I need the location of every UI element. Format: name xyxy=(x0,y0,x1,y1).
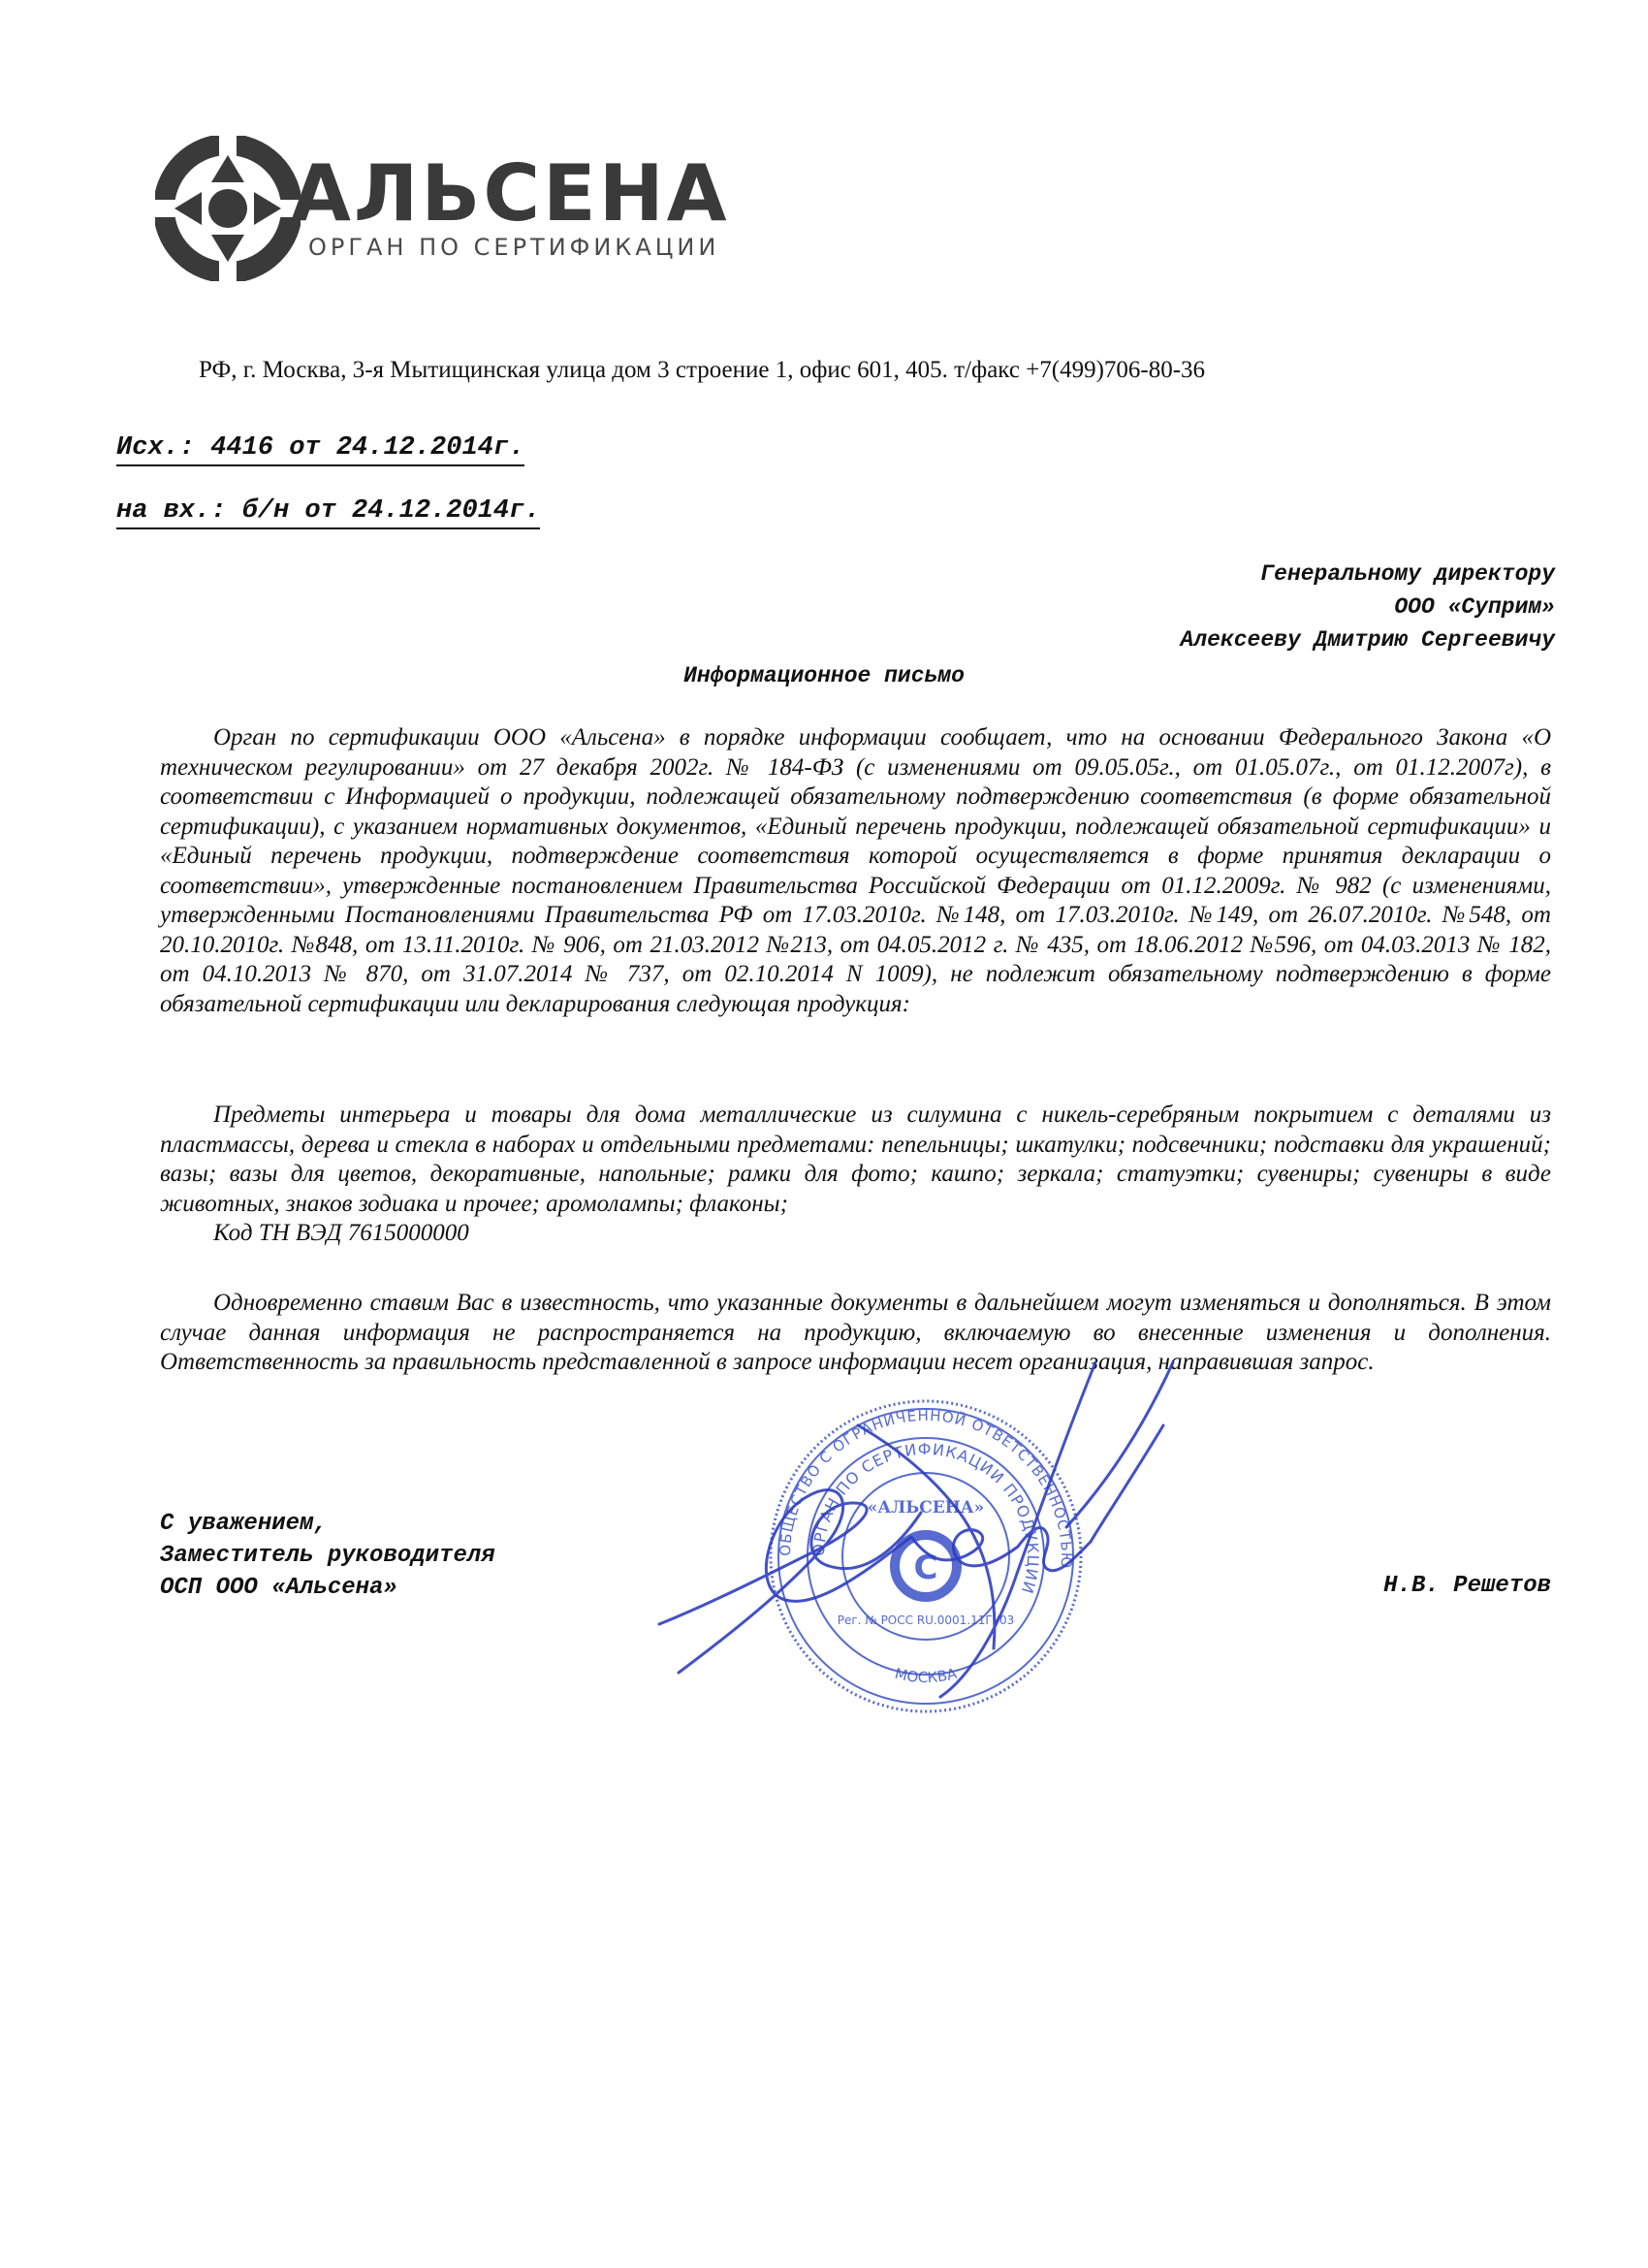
closing-position: Заместитель руководителя xyxy=(160,1543,495,1569)
handwritten-signature xyxy=(650,1358,1192,1707)
company-address: РФ, г. Москва, 3-я Мытищинская улица дом 3 строение 1, офис 601, 405. т/факс +7(499)706-80-36 xyxy=(199,357,1206,383)
alsena-logo-icon xyxy=(155,136,301,281)
closing-organization: ОСП ООО «Альсена» xyxy=(160,1575,397,1601)
stamp-city: МОСКВА xyxy=(893,1664,959,1687)
logo-subtitle: ОРГАН ПО СЕРТИФИКАЦИИ xyxy=(308,234,720,261)
signer-name: Н.В. Решетов xyxy=(1383,1573,1551,1599)
logo-title: АЛЬСЕНА xyxy=(291,148,730,239)
closing-block xyxy=(160,1508,495,1604)
recipient-company: ООО «Суприм» xyxy=(1394,594,1555,620)
letter-title: Информационное письмо xyxy=(683,663,965,688)
recipient-position: Генеральному директору xyxy=(1260,561,1555,587)
product-list-text: Предметы интерьера и товары для дома металлические из силумина с никель-серебряным покрытием с деталями из пластмассы, дерева и стекла в наборах и отдельными предметами: пепельницы; шкатулки; подсвечники; подставки для украшений; вазы; вазы для цветов, декоративные, напольные; рамки для фото; кашпо; зеркала; статуэтки; сувениры; сувениры в виде животных, знаков зодиака и прочее; аромолампы; флаконы; xyxy=(160,1102,1551,1217)
stamp-registration: Рег. № РОСС RU.0001.11ГУ03 xyxy=(837,1613,1015,1627)
paragraph-legal-basis: Орган по сертификации ООО «Альсена» в порядке информации сообщает, что на основании Федерального Закона «О техническом регулировании» от 27 декабря 2002г. № 184-ФЗ (с изменениями от 09.05.05г., от 01.05.07г., от 01.12.2007г), в соответствии с Информацией о продукции, подлежащей обязательному подтверждению соответствия (в форме обязательной сертификации), с указанием нормативных документов, «Единый перечень продукции, подлежащей обязательной сертификации» и «Единый перечень продукции, подтверждение соответствия которой осуществляется в форме принятия декларации о соответствии», утвержденные постановлением Правительства Российской Федерации от 01.12.2009г. № 982 (с изменениями, утвержденными Постановлениями Правительства РФ от 17.03.2010г. №148, от 17.03.2010г. №149, от 26.07.2010г. №548, от 20.10.2010г. №848, от 13.11.2010г. № 906, от 21.03.2012 №213, от 04.05.2012 г. № 435, от 18.06.2012 №596, от 04.03.2013 № 182, от 04.10.2013 № 870, от 31.07.2014 № 737, от 02.10.2014 N 1009), не подлежит обязательному подтверждению в форме обязательной сертификации или декларирования следующая продукция: xyxy=(160,724,1551,1017)
paragraph-products xyxy=(160,1101,1551,1249)
incoming-reference: на вх.: б/н от 24.12.2014г. xyxy=(116,496,540,529)
stamp-outer-text: ОБЩЕСТВО С ОГРАНИЧЕННОЙ ОТВЕТСТВЕННОСТЬЮ xyxy=(776,1406,1076,1570)
outgoing-reference: Исх.: 4416 от 24.12.2014г. xyxy=(116,433,524,466)
recipient-name: Алексееву Дмитрию Сергеевичу xyxy=(1180,627,1555,653)
stamp-ring-text: ОРГАН ПО СЕРТИФИКАЦИИ ПРОДУКЦИИ xyxy=(808,1439,1043,1597)
hs-code: Код ТН ВЭД 7615000000 xyxy=(213,1220,469,1246)
recipient-block xyxy=(876,558,1555,656)
paragraph-notice: Одновременно ставим Вас в известность, что указанные документы в дальнейшем могут изменяться и дополняться. В этом случае данная информация не распространяется на продукцию, включаемую во внесенные изменения и дополнения. Ответственность за правильность представленной в запросе информации несет организация, направившая запрос. xyxy=(160,1290,1551,1375)
closing-regards: С уважением, xyxy=(160,1511,328,1537)
stamp-center-text: «АЛЬСЕНА» xyxy=(867,1498,985,1517)
svg-text:С: С xyxy=(913,1549,938,1587)
